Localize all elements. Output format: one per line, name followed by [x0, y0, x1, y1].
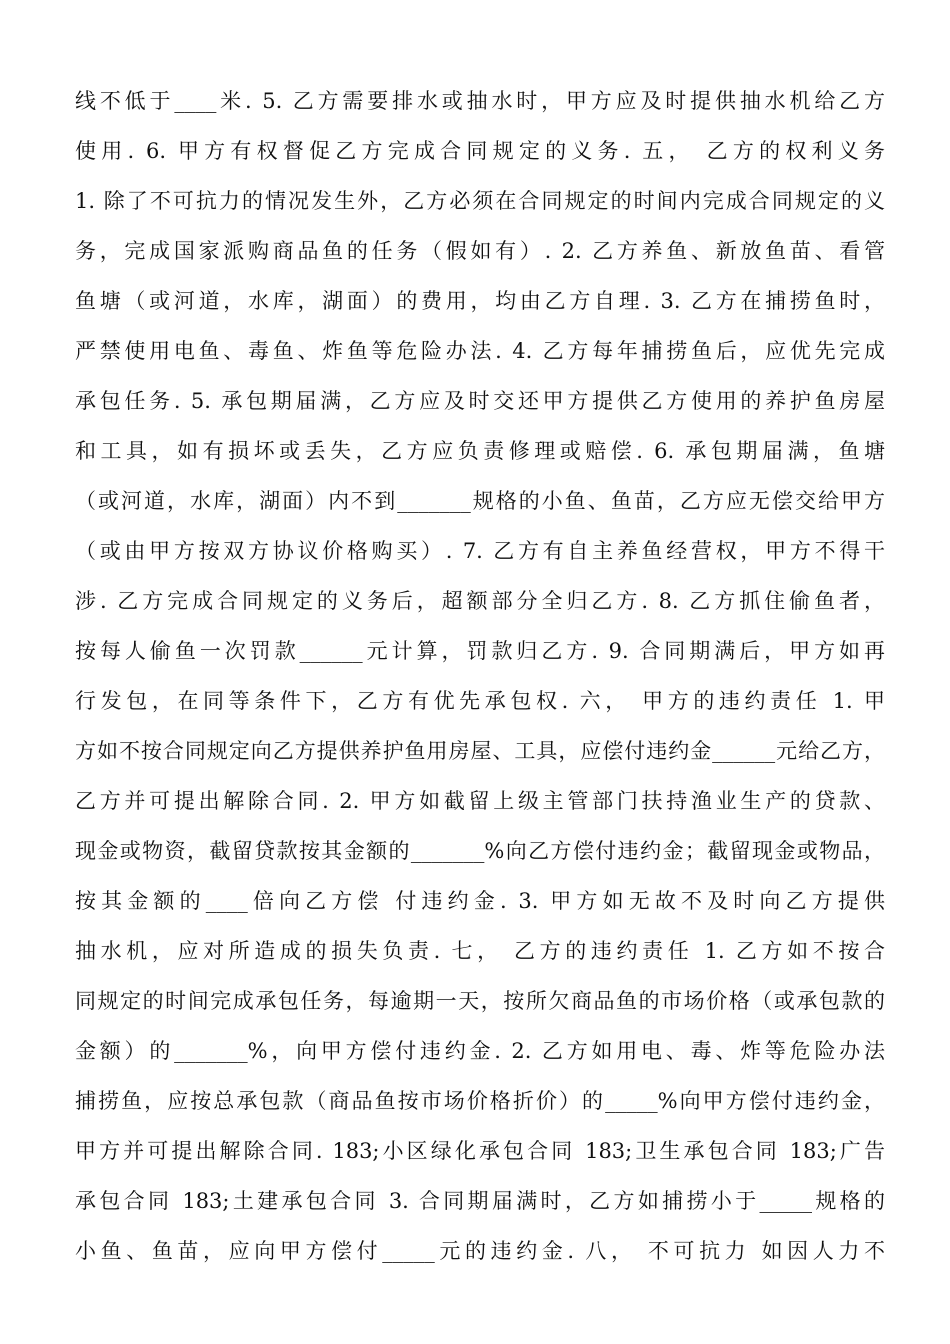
text-line-15: 乙方并可提出解除合同. 2. 甲方如截留上级主管部门扶持渔业生产的贷款、 [75, 789, 885, 813]
text-line-7: 承包任务. 5. 承包期届满，乙方应及时交还甲方提供乙方使用的养护鱼房屋 [75, 389, 885, 413]
text-line-14: 方如不按合同规定向乙方提供养护鱼用房屋、工具，应偿付违约金______元给乙方， [75, 739, 885, 763]
text-line-12: 按每人偷鱼一次罚款______元计算，罚款归乙方. 9. 合同期满后，甲方如再 [75, 639, 885, 663]
text-line-9: （或河道，水库，湖面）内不到_______规格的小鱼、鱼苗，乙方应无偿交给甲方 [75, 489, 885, 513]
text-line-17: 按其金额的____倍向乙方偿 付违约金. 3. 甲方如无故不及时向乙方提供 [75, 889, 885, 913]
text-line-24: 小鱼、鱼苗，应向甲方偿付_____元的违约金. 八， 不可抗力 如因人力不 [75, 1239, 885, 1263]
text-line-2: 使用. 6. 甲方有权督促乙方完成合同规定的义务. 五， 乙方的权利义务 [75, 139, 885, 163]
text-line-20: 金额）的_______%，向甲方偿付违约金. 2. 乙方如用电、毒、炸等危险办法 [75, 1039, 885, 1063]
text-line-23: 承包合同 183;土建承包合同 3. 合同期届满时，乙方如捕捞小于_____规格的 [75, 1189, 885, 1213]
text-line-22: 甲方并可提出解除合同. 183;小区绿化承包合同 183;卫生承包合同 183;广告 [75, 1139, 885, 1163]
text-line-10: （或由甲方按双方协议价格购买）. 7. 乙方有自主养鱼经营权，甲方不得干 [75, 539, 885, 563]
text-line-18: 抽水机，应对所造成的损失负责. 七， 乙方的违约责任 1. 乙方如不按合 [75, 939, 885, 963]
text-line-19: 同规定的时间完成承包任务，每逾期一天，按所欠商品鱼的市场价格（或承包款的 [75, 989, 885, 1013]
text-line-1: 线不低于____米. 5. 乙方需要排水或抽水时，甲方应及时提供抽水机给乙方 [75, 89, 885, 113]
text-line-3: 1. 除了不可抗力的情况发生外，乙方必须在合同规定的时间内完成合同规定的义 [75, 189, 885, 213]
text-line-11: 涉. 乙方完成合同规定的义务后，超额部分全归乙方. 8. 乙方抓住偷鱼者， [75, 589, 885, 613]
text-line-5: 鱼塘（或河道，水库，湖面）的费用，均由乙方自理. 3. 乙方在捕捞鱼时， [75, 289, 885, 313]
text-line-4: 务，完成国家派购商品鱼的任务（假如有）. 2. 乙方养鱼、新放鱼苗、看管 [75, 239, 885, 263]
text-line-6: 严禁使用电鱼、毒鱼、炸鱼等危险办法. 4. 乙方每年捕捞鱼后，应优先完成 [75, 339, 885, 363]
contract-body-text [75, 76, 885, 1276]
text-line-16: 现金或物资，截留贷款按其金额的_______%向乙方偿付违约金；截留现金或物品， [75, 839, 885, 863]
text-line-8: 和工具，如有损坏或丢失，乙方应负责修理或赔偿. 6. 承包期届满，鱼塘 [75, 439, 885, 463]
text-line-21: 捕捞鱼，应按总承包款（商品鱼按市场价格折价）的_____%向甲方偿付违约金， [75, 1089, 885, 1113]
text-line-13: 行发包，在同等条件下，乙方有优先承包权. 六， 甲方的违约责任 1. 甲 [75, 689, 885, 713]
